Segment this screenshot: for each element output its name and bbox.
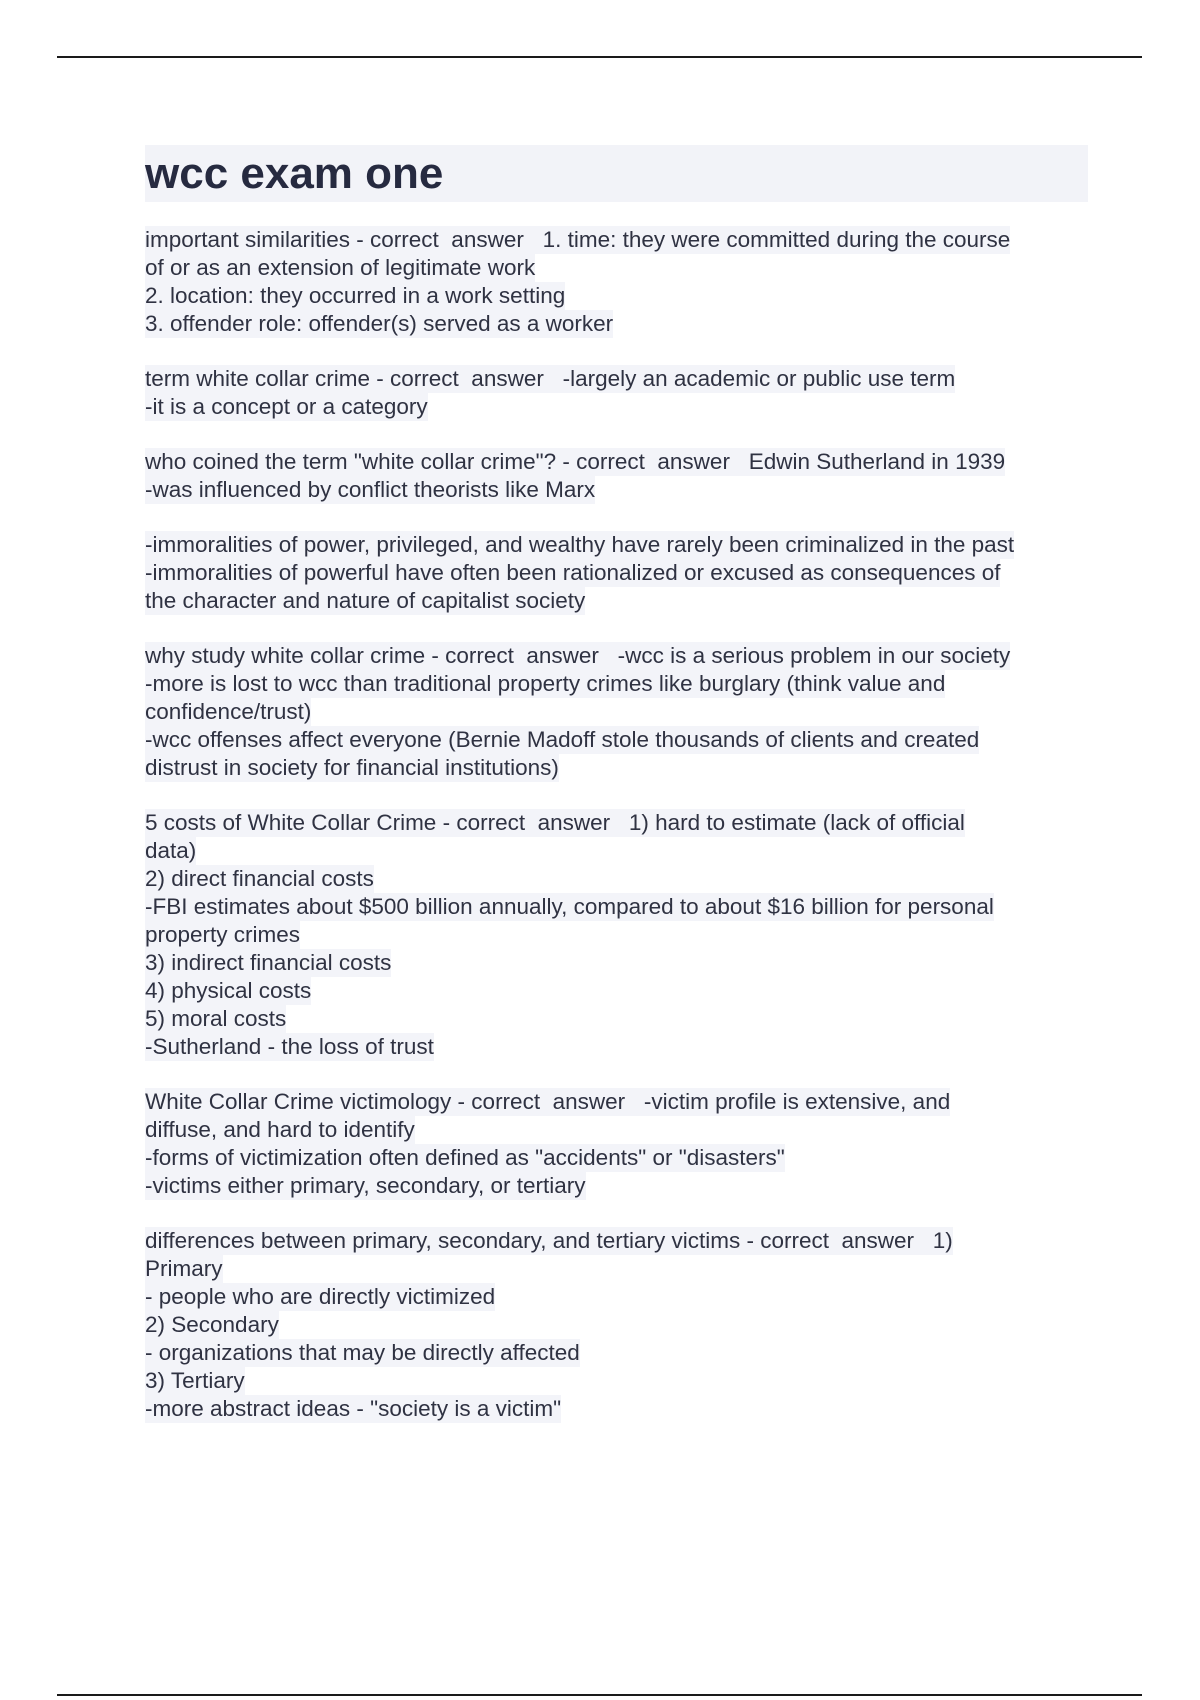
- page-title: wcc exam one: [145, 149, 444, 198]
- entry-text-line: - organizations that may be directly affected: [145, 1340, 580, 1365]
- entry-text-line: confidence/trust): [145, 699, 312, 724]
- flashcard-list: [145, 226, 1090, 1450]
- entry-text-line: why study white collar crime - correct answer -wcc is a serious problem in our society: [145, 643, 1011, 668]
- entry-text-line: 3. offender role: offender(s) served as a worker: [145, 311, 614, 336]
- entry-text-line: 5 costs of White Collar Crime - correct answer 1) hard to estimate (lack of official: [145, 810, 965, 835]
- entry-text-line: of or as an extension of legitimate work: [145, 255, 536, 280]
- flashcard-entry: [145, 809, 1090, 1061]
- flashcard-entry: [145, 531, 1090, 615]
- entry-text-line: -immoralities of powerful have often been rationalized or excused as consequences of: [145, 560, 1001, 585]
- entry-text-line: -Sutherland - the loss of trust: [145, 1034, 434, 1059]
- bottom-rule: [57, 1694, 1142, 1696]
- flashcard-entry: [145, 642, 1090, 782]
- entry-text-line: who coined the term "white collar crime"? - correct answer Edwin Sutherland in 1939: [145, 449, 1006, 474]
- entry-text-line: diffuse, and hard to identify: [145, 1117, 415, 1142]
- entry-text-line: -victims either primary, secondary, or tertiary: [145, 1173, 586, 1198]
- entry-text-line: -was influenced by conflict theorists like Marx: [145, 477, 596, 502]
- entry-text-line: 2) direct financial costs: [145, 866, 374, 891]
- entry-text-line: data): [145, 838, 197, 863]
- flashcard-entry: [145, 448, 1090, 504]
- flashcard-entry: [145, 226, 1090, 338]
- entry-text-line: -immoralities of power, privileged, and wealthy have rarely been criminalized in the past: [145, 532, 1015, 557]
- entry-text-line: -FBI estimates about $500 billion annually, compared to about $16 billion for personal: [145, 894, 994, 919]
- flashcard-entry: [145, 365, 1090, 421]
- entry-text-line: important similarities - correct answer 1. time: they were committed during the course: [145, 227, 1011, 252]
- flashcard-entry: [145, 1088, 1090, 1200]
- entry-text-line: property crimes: [145, 922, 301, 947]
- entry-text-line: differences between primary, secondary, and tertiary victims - correct answer 1): [145, 1228, 953, 1253]
- entry-text-line: 3) Tertiary: [145, 1368, 245, 1393]
- entry-text-line: 3) indirect financial costs: [145, 950, 392, 975]
- entry-text-line: -wcc offenses affect everyone (Bernie Madoff stole thousands of clients and created: [145, 727, 980, 752]
- entry-text-line: -forms of victimization often defined as "accidents" or "disasters": [145, 1145, 785, 1170]
- entry-text-line: -it is a concept or a category: [145, 394, 428, 419]
- entry-text-line: the character and nature of capitalist society: [145, 588, 586, 613]
- entry-text-line: distrust in society for financial institutions): [145, 755, 559, 780]
- entry-text-line: - people who are directly victimized: [145, 1284, 496, 1309]
- entry-text-line: -more is lost to wcc than traditional property crimes like burglary (think value and: [145, 671, 946, 696]
- entry-text-line: 5) moral costs: [145, 1006, 287, 1031]
- entry-text-line: Primary: [145, 1256, 223, 1281]
- top-rule: [57, 56, 1142, 58]
- flashcard-entry: [145, 1227, 1090, 1423]
- entry-text-line: -more abstract ideas - "society is a victim": [145, 1396, 562, 1421]
- entry-text-line: 2) Secondary: [145, 1312, 279, 1337]
- entry-text-line: 4) physical costs: [145, 978, 312, 1003]
- entry-text-line: 2. location: they occurred in a work setting: [145, 283, 566, 308]
- entry-text-line: term white collar crime - correct answer -largely an academic or public use term: [145, 366, 956, 391]
- entry-text-line: White Collar Crime victimology - correct answer -victim profile is extensive, and: [145, 1089, 951, 1114]
